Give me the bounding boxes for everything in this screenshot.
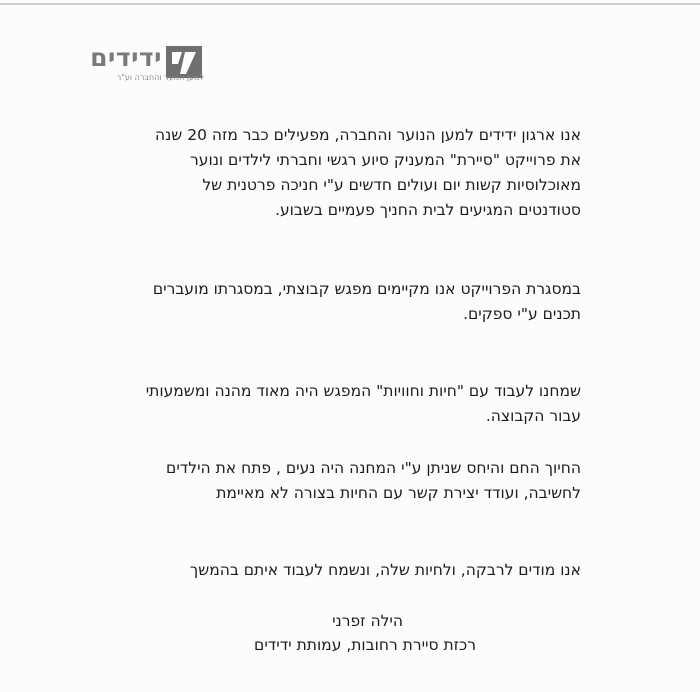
signature-name: הילה זפרני — [332, 612, 403, 630]
paragraph-3-line-2: עבור הקבוצה. — [485, 407, 581, 425]
paragraph-4-line-1: החיוך החם והיחס שניתן ע"י המחנה היה נעים , פתח את הילדים — [166, 459, 581, 477]
paragraph-3-line-1: שמחנו לעבוד עם "חיות וחוויות" המפגש היה מאוד מהנה ומשמעותי — [145, 382, 581, 400]
paragraph-1-line-4: סטודנטים המגיעים לבית החניך פעמיים בשבוע. — [275, 201, 581, 219]
paragraph-2-line-2: תכנים ע"י ספקים. — [463, 305, 581, 323]
paragraph-1-line-3: מאוכלוסיות קשות יום ועולים חדשים ע"י חניכה פרטנית של — [202, 176, 581, 194]
paragraph-5-line-1: אנו מודים לרבקה, ולחיות שלה, ונשמח לעבוד איתם בהמשך — [189, 561, 581, 579]
logo-tagline: למען הנוער והחברה וע"ר — [116, 73, 204, 82]
paragraph-1-line-1: אנו ארגון ידידים למען הנוער והחברה, מפעילים כבר מזה 20 שנה — [154, 126, 581, 144]
logo-name: ידידים — [90, 43, 162, 72]
paragraph-2-line-1: במסגרת הפרוייקט אנו מקיימים מפגש קבוצתי, במסגרתו מועברים — [152, 280, 581, 298]
signature-title: רכזת סיירת רחובות, עמותת ידידים — [254, 636, 476, 654]
paragraph-1-line-2: את פרוייקט "סיירת" המעניק סיוע רגשי וחברתי לילדים ונוער — [190, 151, 581, 169]
paragraph-4-line-2: לחשיבה, ועודד יצירת קשר עם החיות בצורה לא מאיימת — [216, 484, 581, 502]
